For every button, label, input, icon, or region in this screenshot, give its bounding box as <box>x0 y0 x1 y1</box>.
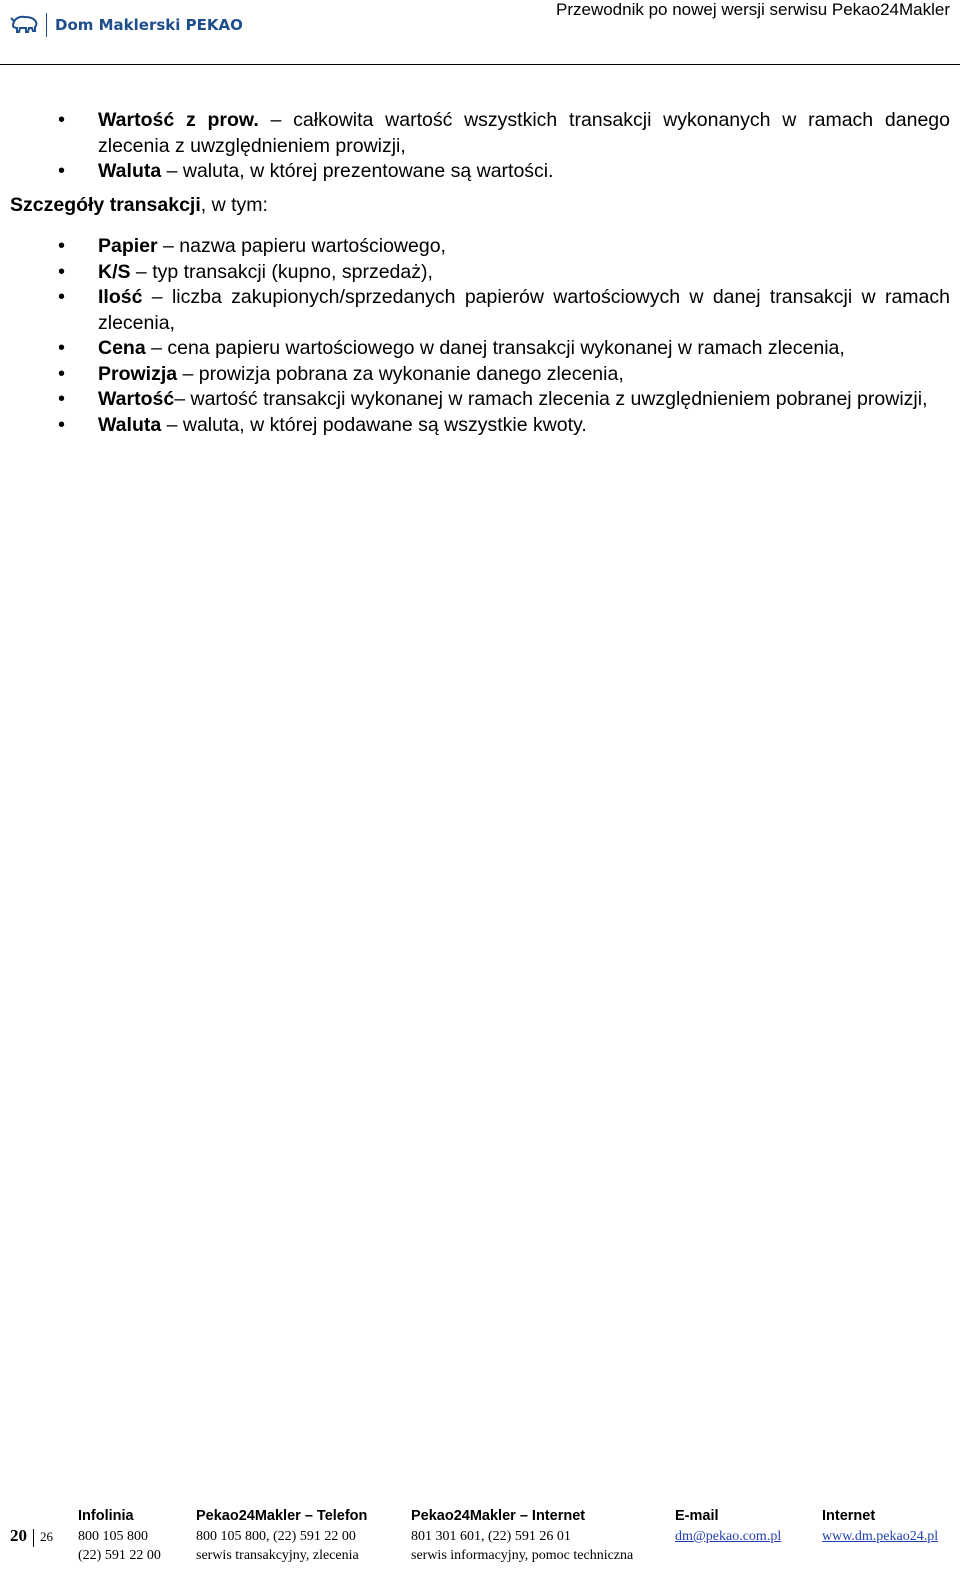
logo-divider <box>46 13 47 37</box>
definition: – wartość transakcji wykonanej w ramach zlecenia z uwzględnieniem pobranej prowizji, <box>174 388 928 410</box>
term: Waluta <box>98 413 162 436</box>
term: K/S <box>98 260 131 283</box>
footer-line: serwis informacyjny, pomoc techniczna <box>411 1548 634 1563</box>
list-item <box>10 413 950 439</box>
footer-infolinia <box>78 1505 161 1565</box>
term: Wartość <box>98 388 175 410</box>
page-number <box>10 1526 53 1547</box>
email-link[interactable]: dm@pekao.com.pl <box>675 1529 782 1544</box>
definition: – waluta, w której prezentowane są wartości. <box>161 160 554 182</box>
footer-line: 800 105 800, (22) 591 22 00 <box>196 1529 356 1544</box>
page-header <box>0 0 960 65</box>
definition: – cena papieru wartościowego w danej transakcji wykonanej w ramach zlecenia, <box>145 337 845 359</box>
list-item <box>10 336 950 362</box>
footer-email <box>675 1505 781 1546</box>
list-item <box>10 108 950 159</box>
definition: – prowizja pobrana za wykonanie danego zlecenia, <box>177 362 624 385</box>
list-item <box>10 387 950 413</box>
definition: – całkowita wartość wszystkich transakcji wykonanych w ramach danego zlecenia z uwzględnieniem prowizji, <box>98 109 950 157</box>
definition: – liczba zakupionych/sprzedanych papierów wartościowych w danej transakcji w ramach zlecenia, <box>98 286 950 334</box>
footer-telefon <box>196 1505 367 1565</box>
list-item <box>10 234 950 260</box>
list-item <box>10 159 950 185</box>
page-current: 20 <box>10 1526 27 1545</box>
page-total: 26 <box>40 1529 53 1544</box>
footer-heading: Internet <box>822 1508 876 1524</box>
summary-list <box>10 108 950 185</box>
list-item <box>10 260 950 286</box>
term: Ilość <box>98 286 143 308</box>
website-link[interactable]: www.dm.pekao24.pl <box>822 1529 939 1544</box>
footer-line: (22) 591 22 00 <box>78 1548 161 1563</box>
section-heading: Szczegóły transakcji, w tym: <box>10 193 268 216</box>
list-item <box>10 285 950 336</box>
transaction-details-list <box>10 234 950 438</box>
page-footer <box>0 1505 960 1592</box>
footer-internet-service <box>411 1505 633 1565</box>
definition: – typ transakcji (kupno, sprzedaż), <box>130 260 433 283</box>
document-title: Przewodnik po nowej wersji serwisu Pekao24Makler <box>555 0 950 19</box>
logo-text: Dom Maklerski PEKAO <box>55 16 243 34</box>
definition: – waluta, w której podawane są wszystkie kwoty. <box>161 413 587 436</box>
logo <box>10 12 243 38</box>
term: Papier <box>98 235 158 257</box>
list-item <box>10 362 950 388</box>
footer-heading: Pekao24Makler – Internet <box>411 1508 586 1524</box>
page-divider <box>33 1529 34 1547</box>
term: Prowizja <box>98 362 178 385</box>
term: Waluta <box>98 160 162 182</box>
definition: – nazwa papieru wartościowego, <box>157 235 446 257</box>
term: Wartość z prow. <box>98 109 259 131</box>
footer-heading: Infolinia <box>78 1508 134 1524</box>
footer-website <box>822 1505 938 1546</box>
term: Cena <box>98 337 146 359</box>
document-body <box>10 108 950 438</box>
footer-line: 800 105 800 <box>78 1529 148 1544</box>
footer-heading: E-mail <box>675 1508 719 1524</box>
footer-line: serwis transakcyjny, zlecenia <box>196 1548 359 1563</box>
footer-line: 801 301 601, (22) 591 26 01 <box>411 1529 571 1544</box>
footer-heading: Pekao24Makler – Telefon <box>196 1508 368 1524</box>
bison-icon <box>10 12 40 38</box>
